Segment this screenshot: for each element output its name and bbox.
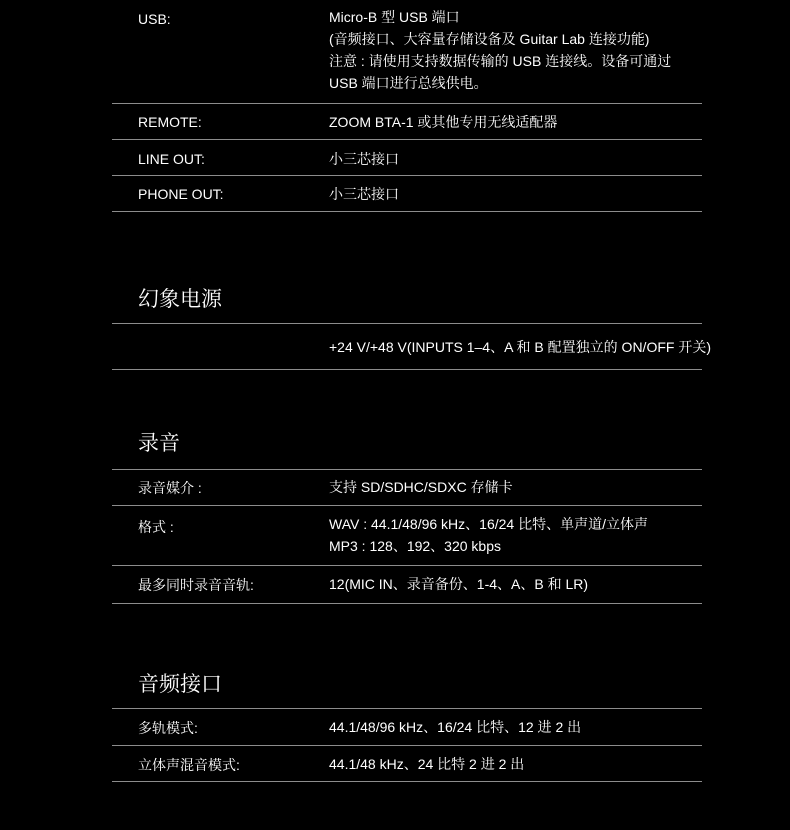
line-out-label: LINE OUT: [138, 151, 205, 167]
recording-media-label: 录音媒介 : [138, 480, 202, 496]
remote-label: REMOTE: [138, 114, 202, 130]
usb-value-line-2: (音频接口、大容量存储设备及 Guitar Lab 连接功能) [329, 31, 650, 47]
row-divider [112, 369, 702, 370]
max-tracks-value: 12(MIC IN、录音备份、1-4、A、B 和 LR) [329, 576, 589, 592]
remote-value: ZOOM BTA-1 或其他专用无线适配器 [329, 114, 558, 130]
stereo-mix-mode-value: 44.1/48 kHz、24 比特 2 进 2 出 [329, 756, 525, 772]
section-divider [112, 323, 702, 324]
row-divider [112, 175, 702, 176]
section-divider [112, 708, 702, 709]
row-divider [112, 103, 702, 104]
row-divider [112, 565, 702, 566]
format-value-line-2: MP3 : 128、192、320 kbps [329, 538, 501, 554]
row-divider [112, 211, 702, 212]
usb-value-line-1: Micro-B 型 USB 端口 [329, 9, 460, 25]
recording-heading: 录音 [138, 432, 180, 455]
phone-out-value: 小三芯接口 [329, 186, 399, 202]
line-out-value: 小三芯接口 [329, 151, 399, 167]
row-divider [112, 781, 702, 782]
row-divider [112, 745, 702, 746]
recording-media-value: 支持 SD/SDHC/SDXC 存储卡 [329, 479, 513, 495]
audio-interface-heading: 音频接口 [138, 673, 222, 696]
section-divider [112, 469, 702, 470]
multitrack-mode-label: 多轨模式: [138, 720, 198, 736]
max-tracks-label: 最多同时录音音轨: [138, 577, 254, 593]
usb-label: USB: [138, 11, 171, 27]
phantom-power-value: +24 V/+48 V(INPUTS 1–4、A 和 B 配置独立的 ON/OFF 开关) [329, 339, 711, 355]
format-value-line-1: WAV : 44.1/48/96 kHz、16/24 比特、单声道/立体声 [329, 516, 648, 532]
multitrack-mode-value: 44.1/48/96 kHz、16/24 比特、12 进 2 出 [329, 719, 582, 735]
usb-value-line-3: 注意 : 请使用支持数据传输的 USB 连接线。设备可通过 [329, 53, 672, 69]
phantom-power-heading: 幻象电源 [138, 288, 222, 311]
row-divider [112, 139, 702, 140]
format-label: 格式 : [138, 519, 174, 535]
row-divider [112, 505, 702, 506]
usb-value-line-4: USB 端口进行总线供电。 [329, 75, 488, 91]
row-divider [112, 603, 702, 604]
phone-out-label: PHONE OUT: [138, 186, 224, 202]
stereo-mix-mode-label: 立体声混音模式: [138, 757, 240, 773]
